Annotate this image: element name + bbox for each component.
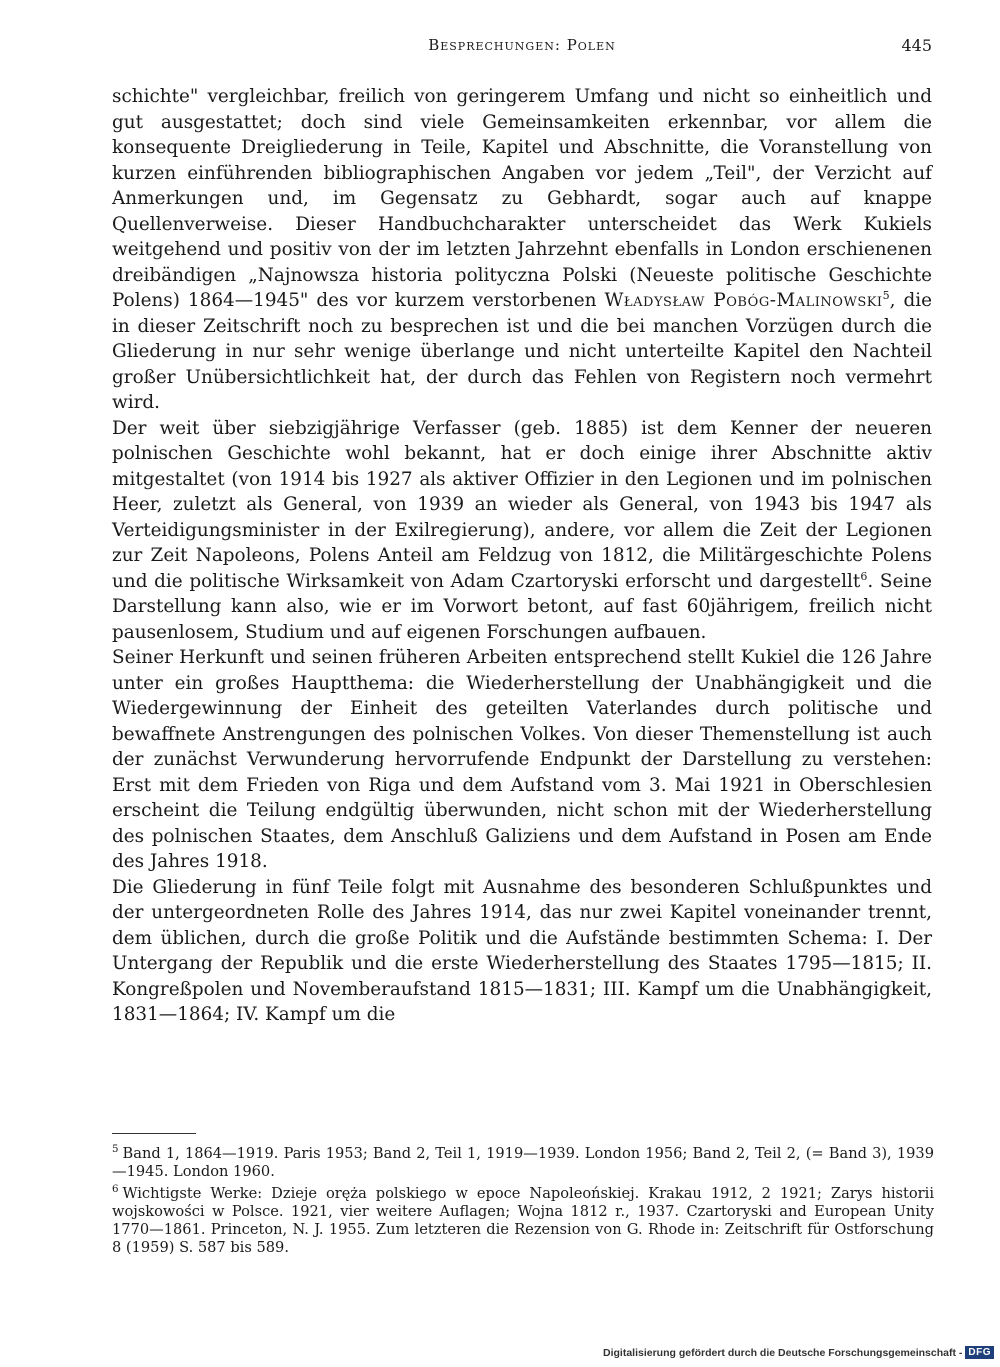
paragraph-text: schichte" vergleichbar, freilich von geringerem Umfang und nicht so einheitlich und gut ausgestattet; doch sind viele Gemeinsamkeiten erkennbar, vor allem die konsequente Dreigliederung in Teile, Kapitel und Abschnitte, die Voranstellung von kurzen einführenden bibliographischen Angaben vor jedem „Teil", der Verzicht auf Anmerkungen und, im Gegensatz zu Gebhardt, sogar auch auf knappe Quellenverweise. Dieser Handbuchcharakter unterscheidet das Werk Kukiels weitgehend und positiv von der im letzten Jahrzehnt ebenfalls in London erschienenen dreibändigen „Najnowsza historia polityczna Polski (Neueste politische Geschichte Polens) 1864—1945" des vor kurzem verstorbenen: [112, 86, 932, 311]
dfg-logo-icon: DFG: [965, 1346, 994, 1359]
footnote-text: Wichtigste Werke: Dzieje oręża polskiego w epoce Napoleońskiej. Krakau 1912, 2 1921; Zarys historii wojskowości w Polsce. 1921, vier weitere Auflagen; Wojna 1812 r., 1937. Czartoryski and European Unity 1770—1861. Princeton, N. J. 1955. Zum letzteren die Rezension von G. Rhode in: Zeitschrift für Ostforschung 8 (1959) S. 587 bis 589.: [112, 1184, 934, 1257]
page-header: [112, 36, 932, 60]
digitization-notice: [603, 1346, 994, 1359]
running-head: Besprechungen: Polen: [428, 36, 616, 54]
digitization-text: Digitalisierung gefördert durch die Deutsche Forschungsgemeinschaft -: [603, 1346, 963, 1359]
footnote-divider: [112, 1133, 196, 1134]
paragraph: [112, 84, 932, 416]
footnote-mark: 5: [112, 1144, 119, 1156]
paragraph-text: Der weit über siebzigjährige Verfasser (geb. 1885) ist dem Kenner der neueren polnischen Geschichte wohl bekannt, hat er doch einige ihrer Abschnitte aktiv mitgestaltet (von 1914 bis 1927 als aktiver Offizier in den Legionen und im polnischen Heer, zuletzt als General, von 1939 an wieder als General, von 1943 bis 1947 als Verteidigungsminister in der Exilregierung), andere, vor allem die Zeit der Legionen zur Zeit Napoleons, Polens Anteil am Feldzug von 1812, die Militärgeschichte Polens und die politische Wirksamkeit von Adam Czartoryski erforscht und dargestellt: [112, 417, 932, 592]
footnote-reference: 6: [860, 569, 868, 583]
footnotes: [112, 1145, 934, 1261]
paragraph: [112, 416, 932, 646]
paragraph: Die Gliederung in fünf Teile folgt mit Ausnahme des besonderen Schlußpunktes und der untergeordneten Rolle des Jahres 1914, das nur zwei Kapitel voneinander trennt, dem üblichen, durch die große Politik und die Aufstände bestimmten Schema: I. Der Untergang der Republik und die erste Wiederherstellung des Staates 1795—1815; II. Kongreßpolen und Novemberaufstand 1815—1831; III. Kampf um die Unabhängigkeit, 1831—1864; IV. Kampf um die: [112, 876, 932, 1025]
footnote: [112, 1185, 934, 1258]
author-name: Władysław Pobóg-Malinowski: [604, 290, 883, 311]
paragraph: Seiner Herkunft und seinen früheren Arbeiten entsprechend stellt Kukiel die 126 Jahre unter ein großes Hauptthema: die Wiederherstellung der Unabhängigkeit und die Wiedergewinnung der Einheit des geteilten Vaterlandes durch politische und bewaffnete Anstrengungen des polnischen Volkes. Von dieser Themenstellung ist auch der zunächst Verwunderung hervorrufende Endpunkt der Darstellung zu verstehen: Erst mit dem Frieden von Riga und dem Aufstand vom 3. Mai 1921 in Oberschlesien erscheint die Teilung endgültig überwunden, nicht schon mit der Wiederherstellung des polnischen Staates, dem Anschluß Galiziens und dem Aufstand in Posen am Ende des Jahres 1918.: [112, 647, 932, 872]
footnote-text: Band 1, 1864—1919. Paris 1953; Band 2, Teil 1, 1919—1939. London 1956; Band 2, Teil 2, (= Band 3), 1939—1945. London 1960.: [112, 1145, 934, 1181]
footnote-reference: 5: [882, 288, 890, 302]
footnote: [112, 1145, 934, 1182]
footnote-mark: 6: [112, 1183, 119, 1195]
paragraph-text: , die in dieser Zeitschrift noch zu besprechen ist und die bei manchen Vorzügen durch die Gliederung in nur sehr wenige überlange und nicht unterteilte Kapitel den Nachteil großer Unübersichtlichkeit hat, der durch das Fehlen von Registern noch vermehrt wird.: [112, 290, 932, 413]
page-number: 445: [901, 36, 932, 55]
body-text: [112, 84, 932, 1028]
paragraph-text: . Seine Darstellung kann also, wie er im Vorwort betont, auf fast 60jährigem, freilich nicht pausenlosem, Studium und auf eigenen Forschungen aufbauen.: [112, 570, 932, 643]
